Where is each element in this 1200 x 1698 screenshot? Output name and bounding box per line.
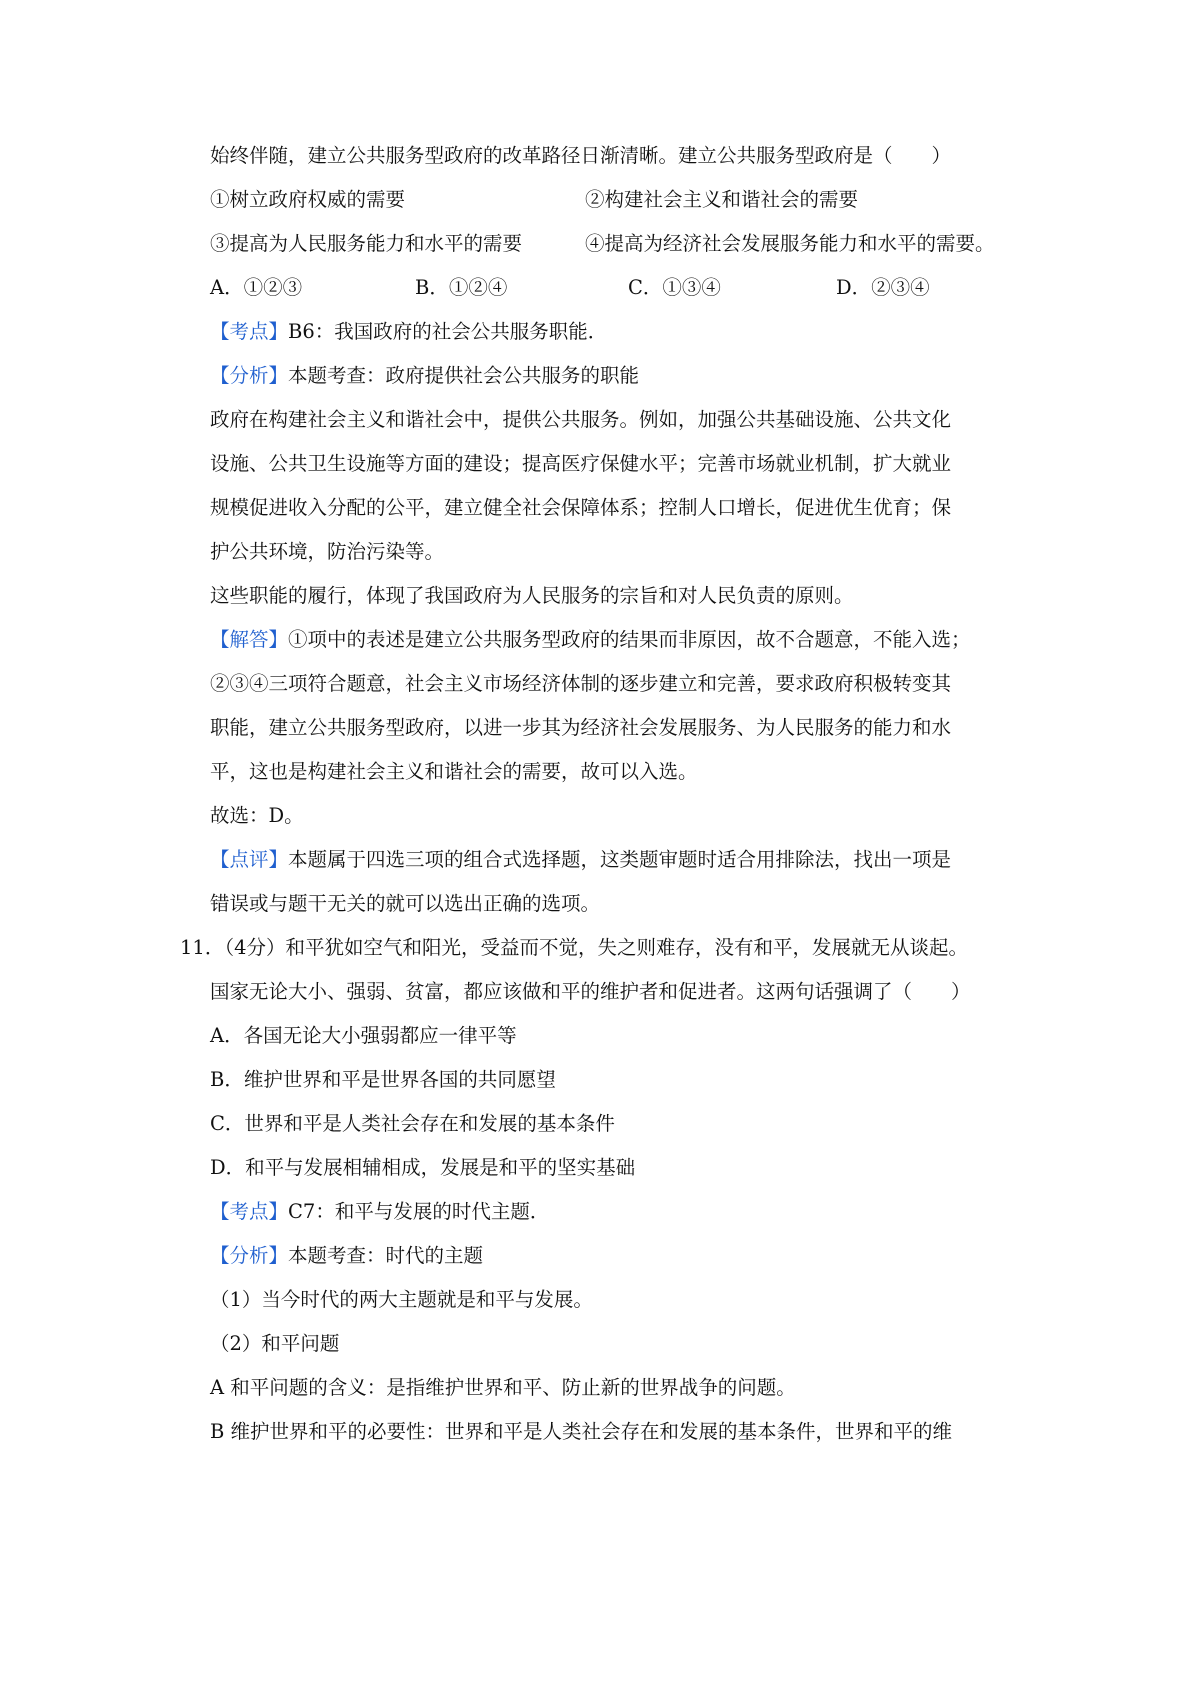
q10-stem: 始终伴随，建立公共服务型政府的改革路径日渐清晰。建立公共服务型政府是（ ）	[210, 144, 952, 167]
q11-option-b: B．维护世界和平是世界各国的共同愿望	[210, 1068, 556, 1091]
kaodian-text: B6：我国政府的社会公共服务职能．	[288, 320, 608, 343]
q11-option-c: C．世界和平是人类社会存在和发展的基本条件	[210, 1112, 615, 1135]
q11-analysis-line-3: A 和平问题的含义：是指维护世界和平、防止新的世界战争的问题。	[210, 1376, 796, 1399]
kaodian-tag: 【考点】	[210, 320, 289, 343]
q11-analysis-line-2: （2）和平问题	[210, 1332, 340, 1355]
q11-stem-line-2: 国家无论大小、强弱、贫富，都应该做和平的维护者和促进者。这两句话强调了（ ）	[210, 980, 971, 1003]
q10-fenxi	[210, 364, 1030, 388]
q11-option-a: A．各国无论大小强弱都应一律平等	[210, 1024, 517, 1047]
q10-choice-c: C．①③④	[628, 276, 721, 299]
q10-fenxi-line-3: 规模促进收入分配的公平，建立健全社会保障体系；控制人口增长，促进优生优育；保	[210, 496, 952, 519]
q10-fenxi-line-4: 护公共环境，防治污染等。	[210, 540, 445, 563]
q10-jieda-line-1: ②③④三项符合题意，社会主义市场经济体制的逐步建立和完善，要求政府积极转变其	[210, 672, 952, 695]
fenxi-text: 本题考查：时代的主题	[288, 1244, 484, 1267]
q10-choice-b: B．①②④	[415, 276, 508, 299]
q11-analysis-line-4: B 维护世界和平的必要性：世界和平是人类社会存在和发展的基本条件，世界和平的维	[210, 1420, 953, 1443]
q10-choice-a: A．①②③	[210, 276, 303, 299]
q10-kaodian	[210, 320, 1030, 344]
q11-option-d: D．和平与发展相辅相成，发展是和平的坚实基础	[210, 1156, 636, 1179]
kaodian-tag: 【考点】	[210, 1200, 289, 1223]
q10-dianping	[210, 848, 1030, 872]
jieda-text: ①项中的表述是建立公共服务型政府的结果而非原因，故不合题意，不能入选；	[288, 628, 971, 651]
q10-jieda-line-3: 平，这也是构建社会主义和谐社会的需要，故可以入选。	[210, 760, 698, 783]
q10-item-2: ②构建社会主义和谐社会的需要	[585, 188, 859, 211]
q10-choice-d: D．②③④	[836, 276, 930, 299]
q10-fenxi-line-5: 这些职能的履行，体现了我国政府为人民服务的宗旨和对人民负责的原则。	[210, 584, 854, 607]
dianping-tag: 【点评】	[210, 848, 289, 871]
kaodian-text: C7：和平与发展的时代主题．	[288, 1200, 550, 1223]
fenxi-tag: 【分析】	[210, 364, 289, 387]
dianping-text: 本题属于四选三项的组合式选择题，这类题审题时适合用排除法，找出一项是	[288, 848, 952, 871]
q11-fenxi	[210, 1244, 1030, 1268]
q10-jieda-line-2: 职能，建立公共服务型政府，以进一步其为经济社会发展服务、为人民服务的能力和水	[210, 716, 952, 739]
fenxi-tag: 【分析】	[210, 1244, 289, 1267]
q10-dianping-line-2: 错误或与题干无关的就可以选出正确的选项。	[210, 892, 601, 915]
q11-stem-line-1: 11．（4分）和平犹如空气和阳光，受益而不觉，失之则难存，没有和平，发展就无从谈起。	[180, 936, 968, 959]
q10-item-3: ③提高为人民服务能力和水平的需要	[210, 232, 523, 255]
q10-item-1: ①树立政府权威的需要	[210, 188, 406, 211]
q10-fenxi-line-1: 政府在构建社会主义和谐社会中，提供公共服务。例如，加强公共基础设施、公共文化	[210, 408, 952, 431]
jieda-tag: 【解答】	[210, 628, 289, 651]
fenxi-text: 本题考查：政府提供社会公共服务的职能	[288, 364, 640, 387]
q10-item-4: ④提高为经济社会发展服务能力和水平的需要。	[585, 232, 995, 255]
q10-jieda	[210, 628, 1030, 652]
q10-answer: 故选：D。	[210, 804, 304, 827]
q11-analysis-line-1: （1）当今时代的两大主题就是和平与发展。	[210, 1288, 593, 1311]
q10-fenxi-line-2: 设施、公共卫生设施等方面的建设；提高医疗保健水平；完善市场就业机制，扩大就业	[210, 452, 952, 475]
q11-kaodian	[210, 1200, 1030, 1224]
